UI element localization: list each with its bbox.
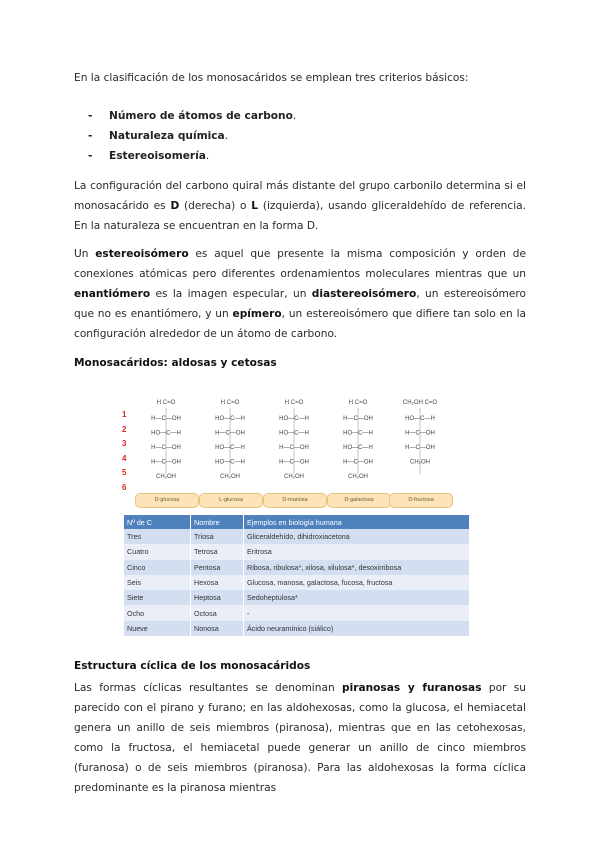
sugar-name-label: D-glucosa xyxy=(135,493,199,508)
structure-label: CH₂OH xyxy=(284,474,304,480)
fischer-projection xyxy=(390,392,450,490)
criterion-chemical-nature: Naturaleza química xyxy=(109,130,225,142)
table-cell: Ribosa, ribulosa*, xilosa, xilulosa*, desoxirribosa xyxy=(244,560,470,575)
structure-label: CH₂OH C=O xyxy=(402,400,438,406)
table-row xyxy=(124,544,470,559)
structure-label: CH₂OH xyxy=(220,474,240,480)
table-cell: Tetrosa xyxy=(191,544,244,559)
table-cell: Triosa xyxy=(191,529,244,544)
table-cell: Nonosa xyxy=(191,621,244,636)
structure-label: H—C—OH xyxy=(405,445,435,451)
structure-label: HO—C—H xyxy=(151,430,181,437)
stereoisomer-paragraph: Un estereoisómero es aquel que presente la misma composición y orden de conexiones atómicas pero diferentes ordenamientos moleculares mientras que un enantiómero es la imagen especular, un diastereoisómero, un estereoisómero que no es enantiómero, y un epímero, un estereoisómero que difiere tan solo en la configuración alrededor de un átomo de carbono. xyxy=(74,248,527,340)
table-row xyxy=(124,575,470,590)
table-cell: Octosa xyxy=(191,605,244,620)
carbon-number: 5 xyxy=(122,468,127,477)
table-row xyxy=(124,560,470,575)
carbon-number: 2 xyxy=(122,424,127,434)
table-cell: Hexosa xyxy=(191,575,244,590)
structure-label: HO—C—H xyxy=(215,416,245,422)
table-cell: Sedoheptulosa* xyxy=(244,590,470,605)
structure-label: HO—C—H xyxy=(405,416,435,422)
carbon-number: 1 xyxy=(122,410,127,419)
structure-label: H—C—OH xyxy=(343,459,373,466)
structure-label: H C=O xyxy=(156,400,176,406)
carbon-number: 4 xyxy=(122,453,127,463)
sugar-name-label: D-fructosa xyxy=(389,493,453,508)
structure-label: HO—C—H xyxy=(343,430,373,437)
structure-label: H—C—OH xyxy=(405,430,435,437)
list-item: - Número de átomos de carbono. xyxy=(88,110,297,122)
structure-label: CH₂OH xyxy=(156,474,176,480)
section-title-aldoses-ketoses: Monosacáridos: aldosas y cetosas xyxy=(74,357,277,369)
structure-label: H—C—OH xyxy=(151,416,181,422)
structure-label: HO—C—H xyxy=(343,445,373,451)
table-cell: Eritrosa xyxy=(244,544,470,559)
table-cell: Heptosa xyxy=(191,590,244,605)
structure-label: H—C—OH xyxy=(279,445,309,451)
carbon-number: 6 xyxy=(122,482,127,492)
fischer-projection xyxy=(200,392,260,490)
structure-label: H—C—OH xyxy=(215,430,245,437)
section-title-cyclic-structure: Estructura cíclica de los monosacáridos xyxy=(74,660,311,672)
structure-label: H C=O xyxy=(284,400,304,406)
table-row xyxy=(124,529,470,544)
structure-label: H C=O xyxy=(348,400,368,406)
sugar-name-label: L-glucosa xyxy=(199,493,263,508)
fischer-projection xyxy=(264,392,324,490)
fischer-projection xyxy=(136,392,196,490)
structure-label: H—C—OH xyxy=(151,445,181,451)
carbon-number: 3 xyxy=(122,439,127,448)
sugar-name-label: D-manosa xyxy=(263,493,327,508)
structure-label: CH₂OH xyxy=(348,474,368,480)
intro-paragraph: En la clasificación de los monosacáridos se emplean tres criterios básicos: xyxy=(74,72,469,84)
structure-label: H—C—OH xyxy=(279,459,309,466)
table-cell: - xyxy=(244,605,470,620)
criteria-list xyxy=(88,106,296,166)
structure-label: HO—C—H xyxy=(279,416,309,422)
structure-label: HO—C—H xyxy=(215,459,245,466)
column-header: Nombre xyxy=(191,515,244,529)
criterion-stereoisomerism: Estereoisomería xyxy=(109,150,206,162)
table-cell: Gliceraldehído, dihidroxiacetona xyxy=(244,529,470,544)
carbon-numbers xyxy=(122,410,136,497)
list-item: - Naturaleza química. xyxy=(88,130,229,142)
monosaccharide-table xyxy=(124,515,470,636)
structure-label: H C=O xyxy=(220,400,240,406)
column-header: Ejemplos en biología humana xyxy=(244,515,470,529)
structure-label: CH₂OH xyxy=(410,459,430,466)
table-row xyxy=(124,590,470,605)
structure-label: H—C—OH xyxy=(343,416,373,422)
table-cell: Siete xyxy=(124,590,191,605)
table-cell: Pentosa xyxy=(191,560,244,575)
table-cell: Nueve xyxy=(124,621,191,636)
table-cell: Seis xyxy=(124,575,191,590)
table-cell: Cuatro xyxy=(124,544,191,559)
table-cell: Ácido neuramínico (siálico) xyxy=(244,621,470,636)
structure-label: HO—C—H xyxy=(279,430,309,437)
sugar-name-label: D-galactosa xyxy=(327,493,391,508)
table-cell: Tres xyxy=(124,529,191,544)
structure-label: H—C—OH xyxy=(151,459,181,466)
table-header-row xyxy=(124,515,470,529)
configuration-paragraph: La configuración del carbono quiral más distante del grupo carbonilo determina si el monosacárido es D (derecha) o L (izquierda), usando gliceraldehído de referencia. En la naturaleza se encuentran en la forma D. xyxy=(74,180,527,232)
table-cell: Cinco xyxy=(124,560,191,575)
table-row xyxy=(124,605,470,620)
cyclic-paragraph: Las formas cíclicas resultantes se denominan piranosas y furanosas por su parecido con el pirano y furano; en las aldohexosas, como la glucosa, el hemiacetal genera un anillo de seis miembros (piranosa), mientras que en las cetohexosas, como la fructosa, el hemiacetal puede generar un anillo de cinco miembros (furanosa) o de seis miembros (piranosa). Para las aldohexosas la forma cíclica predominante es la piranosa mientras xyxy=(74,682,526,794)
list-item: - Estereoisomería. xyxy=(88,150,210,162)
table-cell: Ocho xyxy=(124,605,191,620)
fischer-projection xyxy=(328,392,388,490)
structure-label: HO—C—H xyxy=(215,445,245,451)
criterion-carbon-count: Número de átomos de carbono xyxy=(109,110,293,122)
table-cell: Glucosa, manosa, galactosa, fucosa, fructosa xyxy=(244,575,470,590)
column-header: Nº de C xyxy=(124,515,191,529)
table-row xyxy=(124,621,470,636)
